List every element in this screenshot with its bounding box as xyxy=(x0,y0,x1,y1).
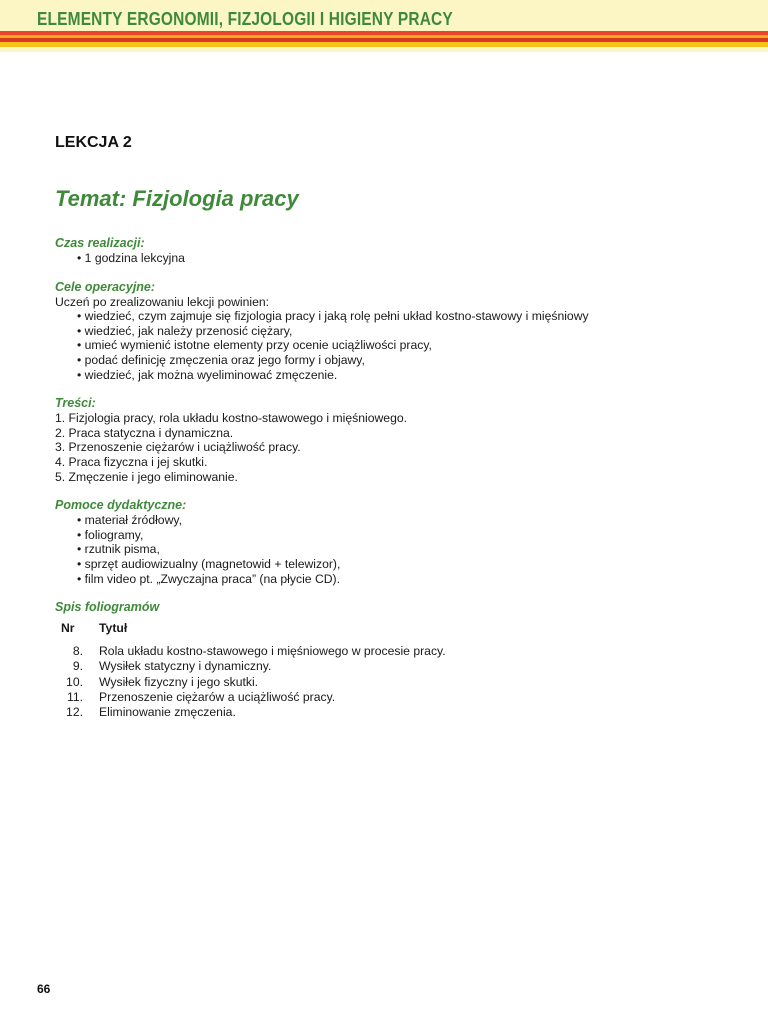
list-item: • umieć wymienić istotne elementy przy ocenie uciążliwości pracy, xyxy=(77,338,735,353)
lesson-content xyxy=(55,236,735,735)
row-title: Rola układu kostno-stawowego i mięśniowego w procesie pracy. xyxy=(99,643,446,658)
table-row xyxy=(61,705,446,720)
row-number: 12. xyxy=(66,705,83,720)
row-number: 10. xyxy=(66,674,83,689)
section-pomoce xyxy=(55,498,735,586)
tresci-list xyxy=(55,411,735,484)
cele-intro: Uczeń po zrealizowaniu lekcji powinien: xyxy=(55,294,270,309)
section-tresci xyxy=(55,396,735,484)
row-number: 11. xyxy=(66,689,83,704)
row-number: 8. xyxy=(72,643,83,658)
list-item: • film video pt. „Zwyczajna praca” (na płycie CD). xyxy=(77,572,735,587)
section-heading: Cele operacyjne: xyxy=(55,279,156,294)
list-item: • wiedzieć, jak można wyeliminować zmęczenie. xyxy=(77,368,735,383)
row-title: Eliminowanie zmęczenia. xyxy=(99,705,236,720)
list-item: • podać definicję zmęczenia oraz jego formy i objawy, xyxy=(77,353,735,368)
list-item: • sprzęt audiowizualny (magnetowid + telewizor), xyxy=(77,557,735,572)
table-row xyxy=(61,644,446,659)
list-item: 2. Praca statyczna i dynamiczna. xyxy=(55,425,234,440)
section-czas xyxy=(55,236,735,266)
list-item: • wiedzieć, jak należy przenosić ciężary, xyxy=(77,324,735,339)
list-item: 5. Zmęczenie i jego eliminowanie. xyxy=(55,469,238,484)
row-title: Wysiłek statyczny i dynamiczny. xyxy=(99,659,272,674)
row-title: Wysiłek fizyczny i jego skutki. xyxy=(99,674,259,689)
table-header-row xyxy=(61,621,446,644)
section-heading: Czas realizacji: xyxy=(55,236,145,250)
table-row xyxy=(61,690,446,705)
lesson-label: LEKCJA 2 xyxy=(55,134,132,151)
pomoce-list xyxy=(55,513,735,586)
list-item: • 1 godzina lekcyjna xyxy=(77,251,735,266)
row-number: 9. xyxy=(72,659,83,674)
section-heading: Treści: xyxy=(55,396,96,411)
section-heading: Spis foliogramów xyxy=(55,600,160,615)
table-row xyxy=(61,675,446,690)
section-spis xyxy=(55,600,735,721)
list-item: 3. Przenoszenie ciężarów i uciążliwość pracy. xyxy=(55,440,301,455)
list-item: 1. Fizjologia pracy, rola układu kostno-stawowego i mięśniowego. xyxy=(55,411,408,426)
cele-list xyxy=(55,309,735,382)
foliogram-table xyxy=(61,621,446,721)
column-header-nr: Nr xyxy=(61,621,75,636)
row-title: Przenoszenie ciężarów a uciążliwość pracy. xyxy=(99,689,336,704)
list-item: • rzutnik pisma, xyxy=(77,542,735,557)
column-header-title: Tytuł xyxy=(99,621,128,636)
czas-list xyxy=(55,251,735,266)
list-item: • foliogramy, xyxy=(77,528,735,543)
topic-title: Temat: Fizjologia pracy xyxy=(55,186,299,211)
table-row xyxy=(61,659,446,674)
list-item: • materiał źródłowy, xyxy=(77,513,735,528)
section-cele xyxy=(55,280,735,383)
header-stripe xyxy=(0,42,768,47)
page-number: 66 xyxy=(37,982,51,996)
header-title: ELEMENTY ERGONOMII, FIZJOLOGII I HIGIENY PRACY xyxy=(37,9,453,29)
list-item: 4. Praca fizyczna i jej skutki. xyxy=(55,454,208,469)
list-item: • wiedzieć, czym zajmuje się fizjologia pracy i jaką rolę pełni układ kostno-stawowy i mięśniowy xyxy=(77,309,735,324)
section-heading: Pomoce dydaktyczne: xyxy=(55,498,187,513)
header-banner xyxy=(0,0,768,52)
